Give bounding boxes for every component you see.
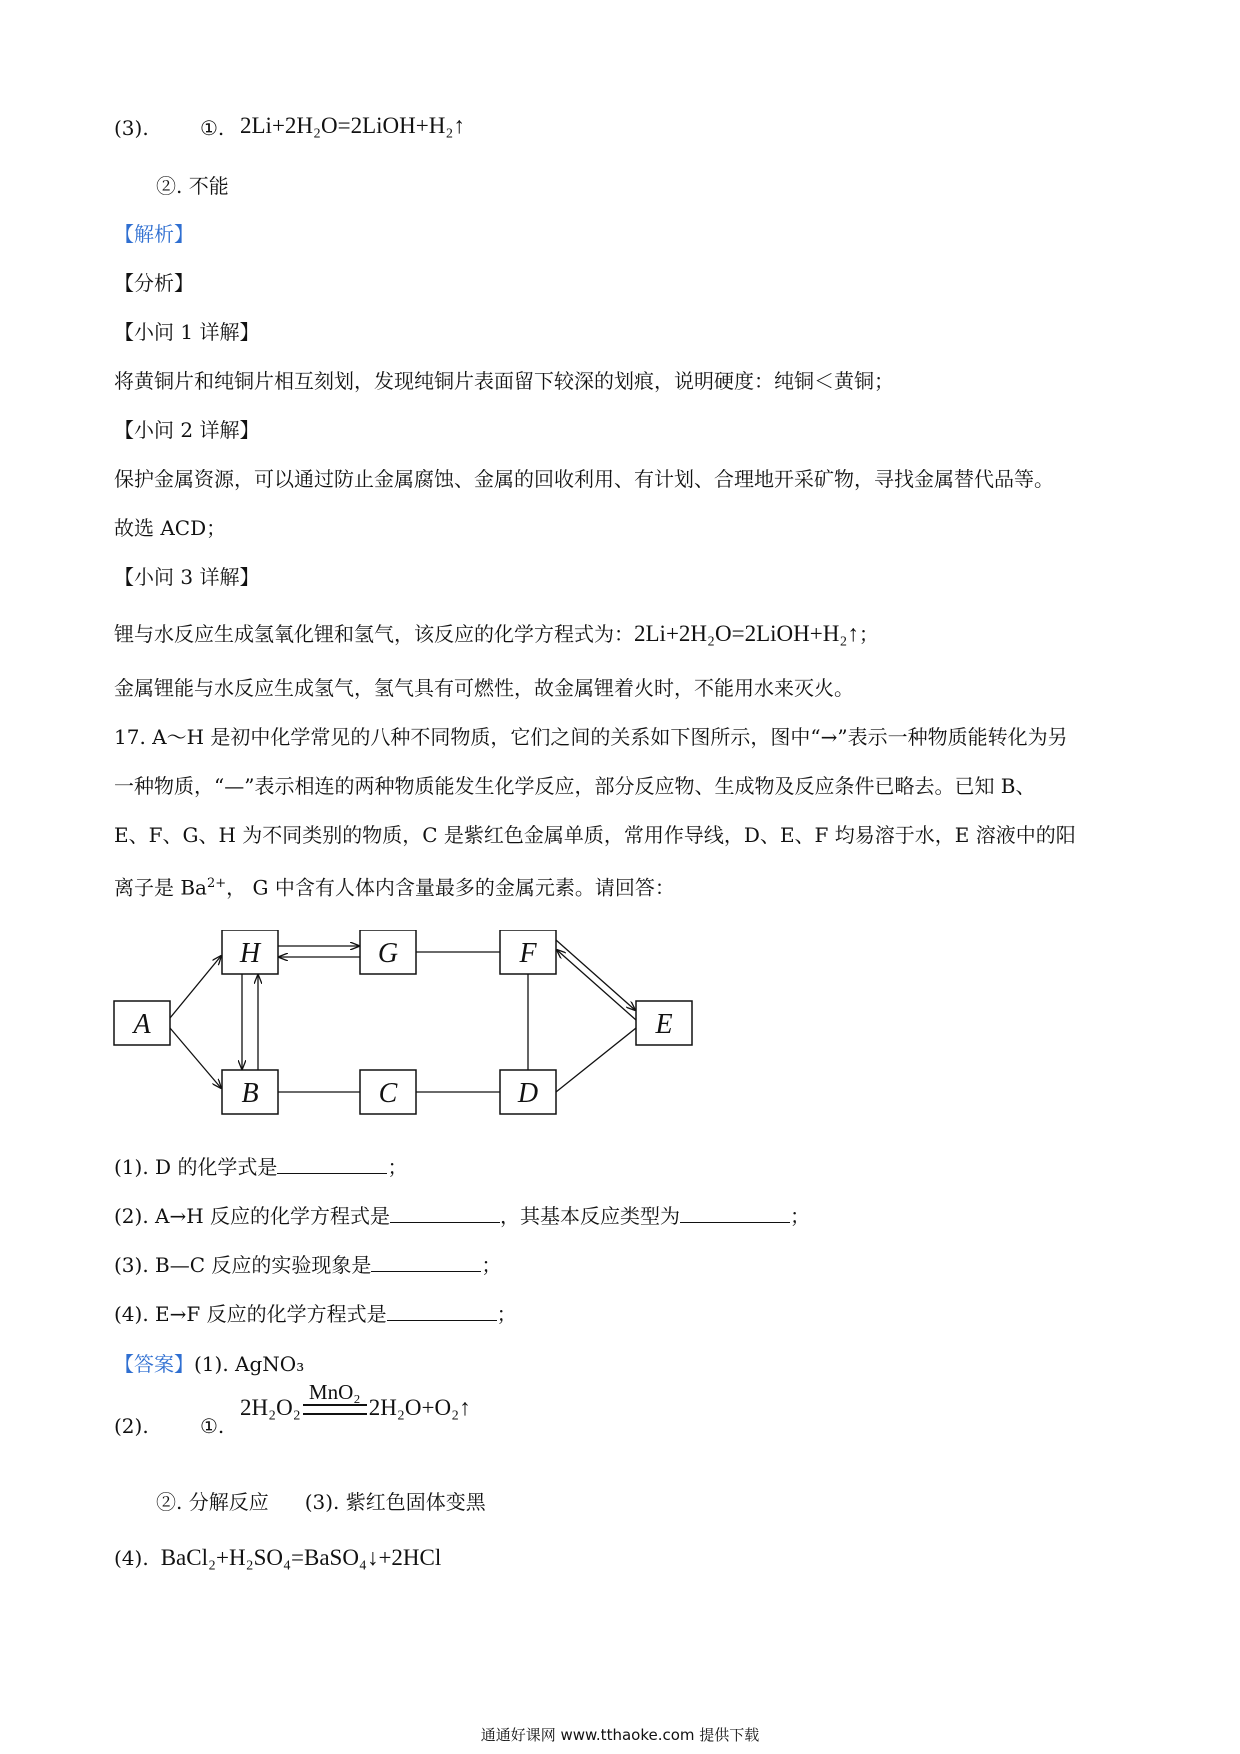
sub2-text2: 故选 ACD； [114, 516, 227, 540]
answer-4-equation: BaCl₂+H₂SO₄=BaSO₄↓+2HCl [160, 1545, 442, 1570]
sub3-text [114, 620, 879, 648]
answer3-equation: 2Li+2H₂O=2LiOH+H₂↑ [240, 113, 465, 138]
q17-line2: 一种物质，“—”表示相连的两种物质能发生化学反应，部分反应物、生成物及反应条件已略去。已知 B、 [114, 774, 1036, 798]
q17-part3-text: (3). B—C 反应的实验现象是 [114, 1253, 372, 1277]
q17-part4-text: (4). E→F 反应的化学方程式是 [114, 1302, 387, 1326]
answer3-label: (3). [114, 116, 149, 140]
q17-part3 [114, 1251, 501, 1279]
q17-part2 [114, 1202, 810, 1230]
node-label-b: B [241, 1078, 259, 1109]
q17-part4-end: ； [496, 1302, 517, 1326]
answer-3: (3). 紫红色固体变黑 [304, 1490, 486, 1514]
q17-part1-end: ； [387, 1155, 408, 1179]
link-d-e [556, 1028, 636, 1092]
q17-line4-sup: 2+ [206, 876, 227, 891]
answer-2-item2: ②. 分解反应 [156, 1490, 269, 1514]
answer-2-equation [240, 1382, 471, 1421]
q17-line4a: 离子是 Ba [114, 875, 207, 900]
reaction-condition [303, 1382, 367, 1421]
answer-2-label: (2). [114, 1414, 149, 1438]
node-label-e: E [655, 1009, 673, 1040]
arrow-f-e [556, 940, 635, 1010]
node-label-c: C [378, 1078, 398, 1109]
q17-part2-text: (2). A→H 反应的化学方程式是 [114, 1204, 391, 1228]
answer-4-line [114, 1544, 441, 1572]
sub3-end: ； [858, 622, 879, 646]
equals-sign [303, 1404, 367, 1415]
node-label-h: H [239, 938, 261, 969]
answer-2-item2-line [156, 1488, 486, 1516]
q17-line1: 17. A～H 是初中化学常见的八种不同物质，它们之间的关系如下图所示，图中“→”表示一种物质能转化为另 [114, 725, 1068, 749]
answer-2-left: 2H₂O₂ [240, 1395, 301, 1420]
answer-blank[interactable] [277, 1153, 387, 1174]
sub3-equation: 2Li+2H₂O=2LiOH+H₂↑ [634, 621, 859, 646]
node-label-d: D [517, 1078, 539, 1109]
sub1-text: 将黄铜片和纯铜片相互刻划，发现纯铜片表面留下较深的划痕，说明硬度：纯铜＜黄铜； [114, 369, 894, 393]
sub1-tag: 【小问 1 详解】 [114, 320, 260, 344]
analysis-tag: 【分析】 [114, 271, 194, 295]
answer3-item2: ②. 不能 [156, 174, 229, 198]
node-label-a: A [133, 1009, 151, 1040]
answer3-item1-marker: ①. [200, 116, 225, 140]
arrow-a-h [170, 956, 221, 1018]
q17-line4b: ， G 中含有人体内含量最多的金属元素。请回答： [226, 875, 675, 900]
answer-blank[interactable] [387, 1300, 497, 1321]
answer-2-marker: ①. [200, 1414, 225, 1438]
arrow-e-f [557, 950, 636, 1020]
answer-4-label: (4). [114, 1546, 149, 1570]
answer-blank[interactable] [390, 1202, 500, 1223]
node-label-g: G [377, 938, 399, 969]
answer-blank[interactable] [680, 1202, 790, 1223]
answer-blank[interactable] [371, 1251, 481, 1272]
q17-part3-end: ； [481, 1253, 502, 1277]
page-footer: 通通好课网 www.tthaoke.com 提供下载 [480, 1726, 760, 1744]
answer-1: (1). AgNO₃ [194, 1352, 305, 1376]
q17-part1-text: (1). D 的化学式是 [114, 1155, 278, 1179]
q17-part2-mid: ，其基本反应类型为 [500, 1204, 681, 1228]
relationship-diagram [110, 930, 710, 1140]
q17-part2-end: ； [790, 1204, 811, 1228]
node-label-f: F [519, 938, 537, 969]
sub3-text2: 金属锂能与水反应生成氢气，氢气具有可燃性，故金属锂着火时，不能用水来灭火。 [114, 676, 854, 700]
sub2-text: 保护金属资源，可以通过防止金属腐蚀、金属的回收利用、有计划、合理地开采矿物，寻找金属替代品等。 [114, 467, 1054, 491]
answer-tag: 【答案】 [114, 1352, 194, 1376]
sub2-tag: 【小问 2 详解】 [114, 418, 260, 442]
q17-line3: E、F、G、H 为不同类别的物质，C 是紫红色金属单质，常用作导线，D、E、F 均易溶于水，E 溶液中的阳 [114, 823, 1076, 847]
sub3-tag: 【小问 3 详解】 [114, 565, 260, 589]
q17-part4 [114, 1300, 517, 1328]
q17-line4 [114, 870, 675, 902]
sub3-text-main: 锂与水反应生成氢氧化锂和氢气，该反应的化学方程式为： [114, 622, 634, 646]
q17-part1 [114, 1153, 407, 1181]
explain-tag: 【解析】 [114, 222, 194, 246]
arrow-a-b [170, 1028, 221, 1088]
answer-line [114, 1350, 304, 1378]
condition-catalyst: MnO₂ [308, 1380, 361, 1404]
answer-2-right: 2H₂O+O₂↑ [368, 1395, 471, 1420]
